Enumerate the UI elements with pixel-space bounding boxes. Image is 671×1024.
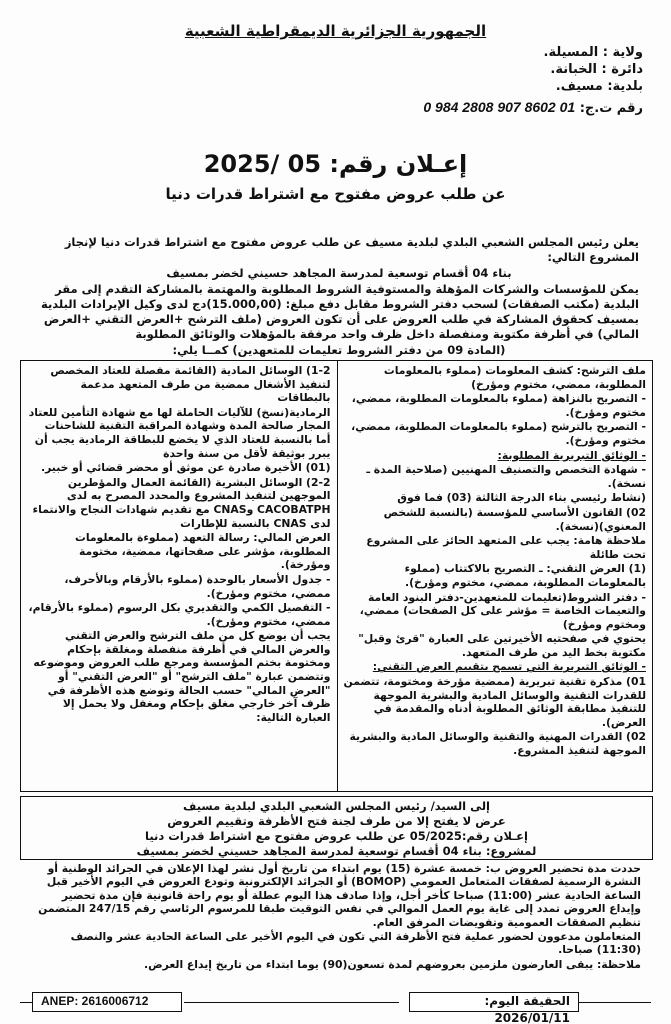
- right-column: [337, 361, 653, 791]
- tax-id-number: 0 984 2808 907 8602 01: [423, 99, 576, 115]
- republic-header: الجمهورية الجزائرية الديمقراطية الشعبية: [184, 22, 487, 40]
- announcement-subject: عن طلب عروض مفتوح مع اشتراط قدرات دنيا: [165, 185, 506, 203]
- intro-paragraph-3: (المادة 09 من دفتر الشروط تعليمات للمتعهدين) كمــا يلي:: [172, 343, 506, 357]
- footer-rule-right: [579, 1002, 651, 1003]
- left-col-line: يجب أن يوضع كل من ملف الترشح والعرض التقني والعرض المالي في أظرفة منفصلة ومغلقة بإحكام ومختومة بختم المؤسسة ومرجع طلب العروض وموضوعه وتتضمن عبارة "ملف الترشح" أو "العرض التقني" أو "العرض المالي" حسب الحالة وتوضع هذه الأظرفة في ظرف آخر خارجي مغلق بإحكام ومغفل ولا يحمل إلا العبارة التالية:: [33, 629, 331, 724]
- right-col-line: يحتوي في صفحتيه الأخيرتين على العبارة "قرئ وقبل" مكتوبة بخط اليد من طرف المتعهد.: [358, 632, 646, 659]
- right-col-line: - شهادة التخصص والتصنيف المهنيين (صلاحية المدة ـ نسخة).: [366, 463, 646, 490]
- left-col-line: العرض المالي: رسالة التعهد (مملوءة بالمعلومات المطلوبة، مؤشر على صفحاتها، ممضية، مختومة ومؤرخة).: [74, 531, 331, 572]
- opening-paragraph: المتعاملون مدعوون لحضور عملية فتح الأظرفة التي تكون في اليوم الأخير على الساعة الحادية عشر والنصف (11:30) صباحا.: [70, 930, 641, 957]
- daira-line: دائرة : الخبانة.: [550, 62, 643, 77]
- wilaya-line: ولاية : المسيلة.: [543, 45, 643, 60]
- footer-rule-left: [20, 1002, 32, 1003]
- right-col-line: - دفتر الشروط(تعليمات للمتعهدين-دفتر البنود العامة والتعيمات الخاصة = مؤشر على كل الصفحات) ممضي، ومختوم ومؤرخ): [359, 590, 646, 631]
- deadline-text: [31, 862, 641, 972]
- right-col-line: 01) مذكرة تقنية تبريرية (ممضية مؤرخة ومختومة، تتضمن للقدرات التقنية والوسائل المادية والبشرية الموجهة للتنفيذ مطابقة الوثائق المطلوبة أدناه والمقدمة في العرض).: [343, 675, 646, 729]
- tax-id-label: رقم ت.ج:: [579, 101, 643, 116]
- date-label: الحقيقة اليوم:: [484, 994, 570, 1008]
- address-line: عرض لا يفتح إلا من طرف لجنة فتح الأظرفة وتقييم العروض: [167, 814, 506, 828]
- date-stamp: [409, 992, 579, 1024]
- right-col-line: 02) القانون الأساسي للمؤسسة (بالنسبة للشخص المعنوي)(نسخة).: [383, 505, 646, 533]
- left-col-line: الرمادية(نسخ) للآليات الحاملة لها مع شهادة التأمين للعتاد المجار صالحة المدة وشهادة المراقبة التقنية للشاحنات أما بالنسبة للعتاد الذي لا يخضع للبطاقة الرمادية يجب أن يبرر بوثيقة لأقل من سنة واحدة: [28, 405, 331, 460]
- envelope-address-box: [20, 796, 653, 860]
- intro-paragraph-2: يمكن للمؤسسات والشركات المؤهلة والمستوفية الشروط المطلوبة والمهتمة بالمشاركة التقدم إلى مقر البلدية (مكتب الصفقات) لسحب دفتر الشروط مقابل دفع مبلغ: (15.000,00)دج لدى وكيل الإيرادات البلدية بمسيف كحقوق المشاركة في طلب العروض على أن تكون العروض (ملف الترشح +العرض التقني +العرض المالي) في أظرفة مكتوبة ومنفصلة داخل ظرف واحد مرفقة بالمؤهلات والوثائق المطلوبة: [40, 282, 639, 341]
- date-value: 2026/01/11: [494, 1011, 570, 1024]
- right-col-line: ملاحظة هامة: يجب على المتعهد الحائز على المشروع تحت طائلة: [366, 534, 646, 561]
- right-col-line: - الوثائق التبريرية المطلوبة:: [497, 448, 646, 462]
- right-col-line: (نشاط رئيسي بناء الدرجة الثالثة (03) فما فوق: [397, 491, 646, 505]
- project-name: بناء 04 أقسام توسعية لمدرسة المجاهد حسيني لخضر بمسيف: [166, 266, 512, 280]
- right-col-line: - التصريح بالترشح (مملوء بالمعلومات المطلوبة، ممضي، مختوم ومؤرخ).: [351, 420, 646, 447]
- tax-id-line: [423, 99, 643, 117]
- left-column: [21, 361, 337, 791]
- right-col-line: ملف الترشح: كشف المعلومات (مملوء بالمعلومات المطلوبة، ممضي، مختوم ومؤرخ): [383, 364, 646, 391]
- anep-stamp: ANEP: 2616006712: [32, 992, 182, 1012]
- right-col-line: - الوثائق التبريرية التي تسمح بتقييم العرض التقني:: [372, 660, 646, 674]
- left-col-line: - جدول الأسعار بالوحدة (مملوء بالأرقام وبالأحرف، ممضي، مختوم ومؤرخ).: [64, 572, 331, 600]
- footer-rule-middle: [184, 1002, 399, 1003]
- address-line: إلى السيد/ رئيس المجلس الشعبي البلدي لبلدية مسيف: [183, 799, 490, 813]
- requirements-table: [20, 360, 653, 792]
- left-col-line: - التفصيل الكمي والتقديري بكل الرسوم (مملوء بالأرقام، ممضي، مختوم ومؤرخ).: [28, 601, 331, 628]
- baladia-line: بلدية: مسيف.: [555, 79, 643, 94]
- administrative-info: [423, 44, 643, 117]
- right-col-line: (1) العرض التقني: ـ التصريح بالاكتتاب (مملوء بالمعلومات المطلوبة، ممضي، مختوم ومؤرخ).: [404, 562, 646, 589]
- right-col-line: - التصريح بالنزاهة (مملوء بالمعلومات المطلوبة، ممضي، مختوم ومؤرخ).: [351, 392, 646, 419]
- left-col-line: 2-2) الوسائل البشرية (القائمة العمال والمؤطرين الموجهين لتنفيذ المشروع والمحدد المصرح به لدى CACOBATPH وCNAS مع تقديم شهادات النجاح والانتماء لدى CNAS بالنسبة للإطارات: [32, 475, 331, 530]
- left-col-line: (01) الأخيرة صادرة عن موثق أو محضر قضائي أو خبير.: [40, 461, 331, 475]
- note-paragraph: ملاحظة: يبقى العارضون ملزمين بعروضهم لمدة تسعون(90) يوما ابتداء من تاريخ إيداع العرض.: [143, 957, 641, 971]
- intro-paragraph-1: يعلن رئيس المجلس الشعبي البلدي لبلدية مسيف عن طلب عروض مفتوح مع اشتراط قدرات دنيا لإنجاز المشروع التالي:: [64, 235, 639, 264]
- left-col-line: 1-2) الوسائل المادية (القائمة مفصلة للعتاد المخصص لتنفيذ الأشغال ممضية من طرف المتعهد مدعمة بالبطاقات: [50, 364, 331, 405]
- announcement-title: إعـلان رقم: 05 /2025: [203, 150, 468, 178]
- deadline-paragraph: حددت مدة تحضير العروض ب: خمسة عشرة (15) يوم ابتداء من تاريخ أول نشر لهذا الإعلان في الجرائد الوطنية أو النشرة الرسمية لصفقات المتعامل العمومي (BOMOP) أو الجرائد الإلكترونية وتودع العروض في اليوم الأخير قبل الساعة الحادية عشر (11:00) صباحا كأخر أجل، وإذا صادف هذا اليوم عطلة أو يوم راحة قانونية فإن مدة تحضير وإيداع العروض تمدد إلى غاية يوم العمل الموالي في نفس التوقيت طبقا للمرسوم الرئاسي رقم 247/15 المتضمن تنظيم الصفقات العمومية وتفويضات المرفق العام.: [38, 862, 641, 929]
- right-col-line: 02) القدرات المهنية والتقنية والوسائل المادية والبشرية الموجهة لتنفيذ المشروع.: [349, 730, 646, 758]
- address-line: لمشروع: بناء 04 أقسام توسعية لمدرسة المجاهد حسيني لخضر بمسيف: [136, 844, 537, 858]
- address-line: إعـلان رقم:05/2025 عن طلب عروض مفتوح مع اشتراط قدرات دنيا: [145, 829, 528, 843]
- intro-text: [39, 235, 639, 359]
